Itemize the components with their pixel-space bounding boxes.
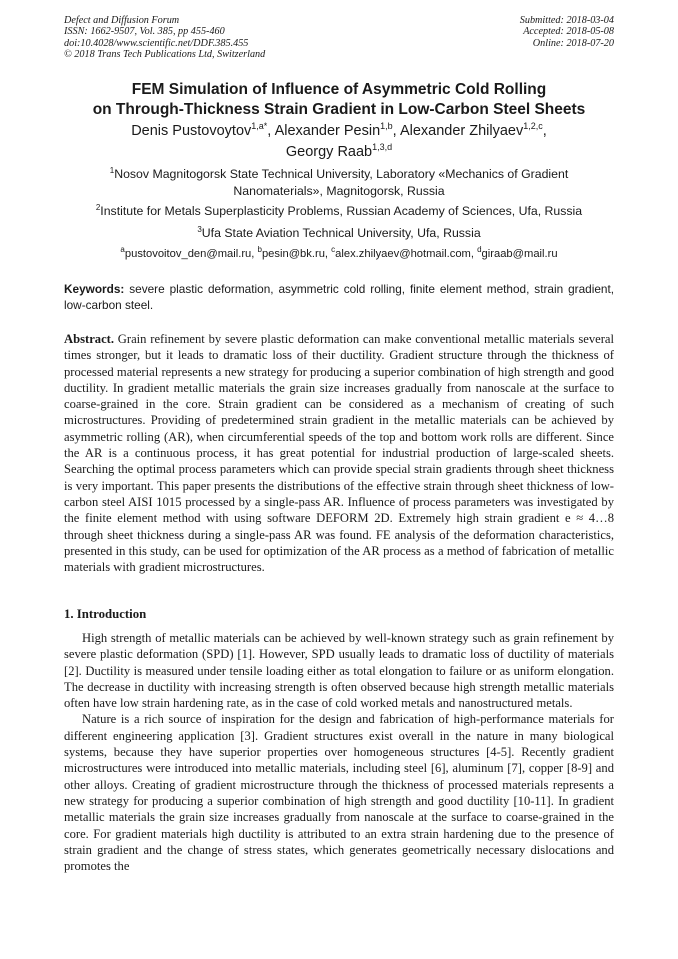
online-date: Online: 2018-07-20 (532, 37, 614, 49)
introduction-body (64, 630, 614, 874)
affiliation-1 (40, 166, 638, 200)
journal-issn: ISSN: 1662-9507, Vol. 385, pp 455-460 (64, 26, 225, 38)
email-marker: c (331, 245, 336, 254)
email-marker: b (257, 245, 262, 254)
abstract-label: Abstract. (64, 332, 115, 346)
accepted-date: Accepted: 2018-05-08 (523, 26, 614, 38)
author-name: Alexander Zhilyaev (399, 123, 524, 139)
publication-dates (520, 15, 614, 49)
keywords-text: severe plastic deformation, asymmetric cold rolling, finite element method, strain gradient, low-carbon steel. (64, 282, 614, 312)
affiliation-2 (40, 203, 638, 220)
author-marker: 1,3,d (372, 142, 393, 152)
author-marker: 1,2,c (523, 121, 543, 131)
affiliation-text: Institute for Metals Superplasticity Problems, Russian Academy of Sciences, Ufa, Russia (100, 204, 583, 218)
affiliation-3 (40, 225, 638, 242)
affiliation-text: Nanomaterials», Magnitogorsk, Russia (233, 184, 445, 198)
email-marker: d (477, 245, 482, 254)
email-link[interactable]: giraab@mail.ru (481, 248, 558, 260)
affiliation-text: Nosov Magnitogorsk State Technical University, Laboratory «Mechanics of Gradient (114, 167, 569, 181)
journal-name: Defect and Diffusion Forum (64, 15, 180, 26)
affiliation-marker: 2 (95, 203, 101, 212)
author-name: Denis Pustovoytov (131, 123, 252, 139)
author-list: Denis Pustovoytov$^{1,a*}$, Alexander Pesin$^{1,b}$, Alexander Zhilyaev$^{1,2,c}$, Georgy Raab$^{1,3,d}$ (131, 121, 547, 160)
journal-doi: doi:10.4028/www.scientific.net/DDF.385.455 (64, 37, 249, 49)
keywords-label: Keywords: (64, 282, 125, 296)
submitted-date: Submitted: 2018-03-04 (519, 15, 614, 26)
email-link[interactable]: alex.zhilyaev@hotmail.com, (335, 248, 474, 260)
affiliation-marker: 3 (197, 225, 202, 234)
journal-header (64, 15, 265, 61)
keywords-block (64, 281, 614, 313)
title-line-2: on Through-Thickness Strain Gradient in Low-Carbon Steel Sheets (92, 101, 586, 118)
paper-title (40, 80, 638, 120)
paragraph: High strength of metallic materials can be achieved by well-known strategy such as grain refinement by severe plastic deformation (SPD) [1]. However, SPD usually leads to dramatic loss of ductility of materials [2]. Ductility is measured under tensile loading either as total elongation to failure or as uniform elongation. The decrease in ductility with increasing strength is often observed because high strength metallic materials often have low strain hardening rate, as in the case of cold worked metals and nanostructured metals. (64, 631, 614, 711)
email-link[interactable]: pustovoitov_den@mail.ru, (124, 248, 255, 260)
abstract-text: Grain refinement by severe plastic deformation can make conventional metallic materials several times stronger, but it leads to dramatic loss of their ductility. Gradient structure through the thickness of processed material represents a new strategy for producing a superior combination of high strength and good ductility. In gradient metallic materials the grain size increases gradually from nanoscale at the surface to coarse-grained in the core. Strain gradient can be considered as a mechanism of creating of such microstructures. Providing of predetermined strain gradient in the metallic materials can be achieved by asymmetric rolling (AR), when circumferential speeds of the top and bottom work rolls are different. Since the AR is a continuous process, it has great potential for industrial production of large-scaled sheets. Searching the optimal process parameters which can provide special strain gradients through sheet thickness is very important. This paper presents the distributions of the effective strain through sheet thickness of low-carbon steel AISI 1015 processed by a single-pass AR. Influence of process parameters was investigated by the finite element method with using software DEFORM 2D. Extremely high strain gradient e ≈ 4…8 through sheet thickness during a single-pass AR was found. FE analysis of the deformation characteristics, presented in this study, can be used for optimization of the AR process as a method of fabrication of metallic materials with gradient microstructures. (64, 332, 614, 575)
author-name: Georgy Raab (285, 144, 373, 160)
abstract-block (64, 331, 614, 575)
paragraph: Nature is a rich source of inspiration for the design and fabrication of high-performance materials for different engineering application [3]. Gradient structures exist overall in the nature in many biological systems, because they have superior properties over homogeneous structures [4-5]. Recently gradient microstructures were introduced into metallic materials, including steel [6], aluminum [7], copper [8-9] and other alloys. Creating of gradient microstructure through the thickness of processed materials represents a new strategy for producing a superior combination of high strength and good ductility [10-11]. In gradient metallic materials the grain size increases gradually from nanoscale at the surface to coarse-grained in the core. For gradient materials high ductility is attributed to an extra strain hardening due to the presence of strain gradient and the change of stress states, which generates geometrically necessary dislocations and promotes the (64, 712, 614, 874)
section-heading-introduction: 1. Introduction (64, 607, 147, 621)
author-marker: 1,b (380, 121, 393, 131)
affiliation-marker: 1 (109, 166, 115, 175)
email-list (40, 247, 638, 262)
title-line-1: FEM Simulation of Influence of Asymmetric Cold Rolling (131, 81, 547, 98)
author-marker: 1,a* (251, 121, 268, 131)
affiliation-text: Ufa State Aviation Technical University, Ufa, Russia (201, 226, 481, 240)
author-name: Alexander Pesin (274, 123, 381, 139)
email-marker: a (120, 245, 125, 254)
journal-copyright: © 2018 Trans Tech Publications Ltd, Switzerland (64, 49, 266, 61)
email-link[interactable]: pesin@bk.ru, (261, 248, 329, 260)
